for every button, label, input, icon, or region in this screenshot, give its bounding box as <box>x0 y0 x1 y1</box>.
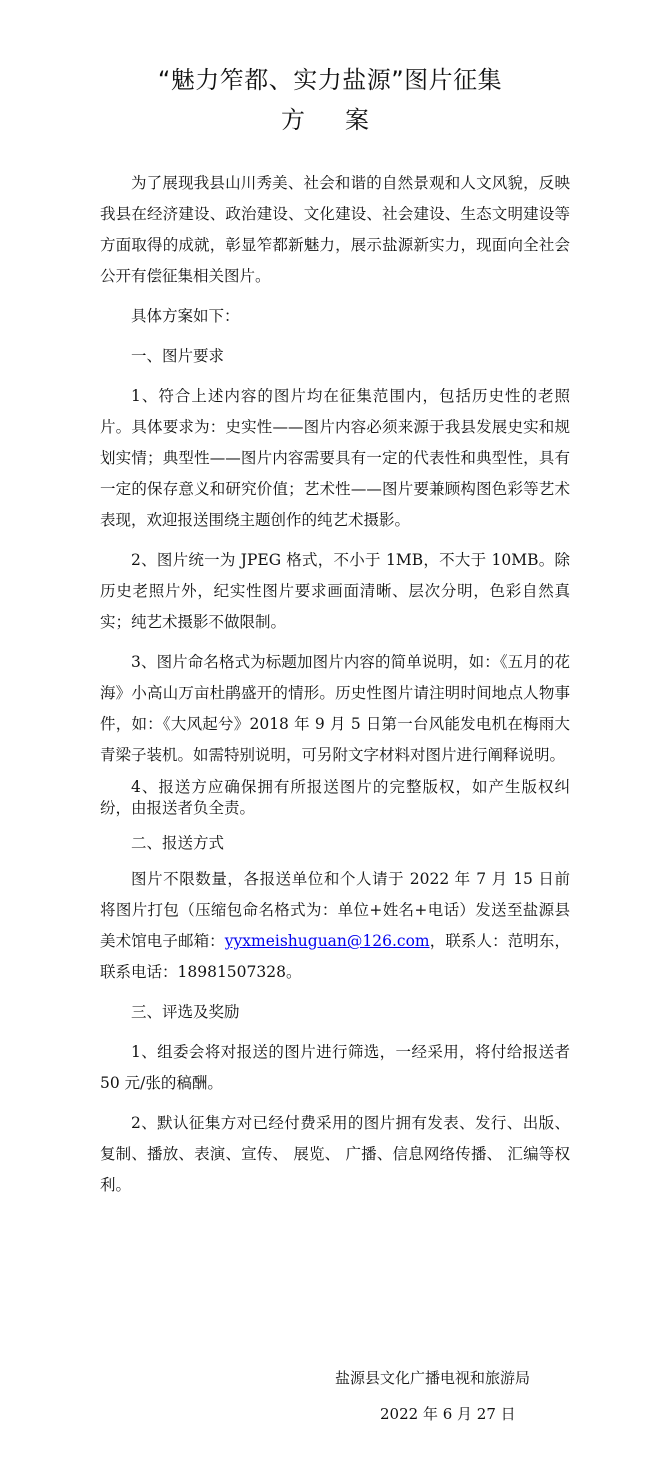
section2-paragraph <box>100 864 570 988</box>
intro-paragraph: 为了展现我县山川秀美、社会和谐的自然景观和人文风貌，反映我县在经济建设、政治建设、文化建设、社会建设、生态文明建设等方面取得的成就，彰显笮都新魅力，展示盐源新实力，现面向全社会公开有偿征集相关图片。 <box>100 174 570 285</box>
document-body <box>100 168 570 1201</box>
document-subtitle: 方案 <box>281 106 409 134</box>
section1-item-2: 2、图片统一为 JPEG 格式，不小于 1MB，不大于 10MB。除历史老照片外，纪实性图片要求画面清晰、层次分明，色彩自然真实；纯艺术摄影不做限制。 <box>100 551 570 631</box>
section1-heading: 一、图片要求 <box>131 347 225 365</box>
section3-item-2: 2、默认征集方对已经付费采用的图片拥有发表、发行、出版、复制、播放、表演、宣传、 展览、 广播、信息网络传播、 汇编等权利。 <box>100 1114 570 1194</box>
email-link[interactable]: yyxmeishuguan@126.com <box>224 932 430 950</box>
signature-org: 盐源县文化广播电视和旅游局 <box>335 1369 531 1387</box>
section1-item-4: 4、报送方应确保拥有所报送图片的完整版权，如产生版权纠纷，由报送者负全责。 <box>100 778 570 817</box>
section2-heading: 二、报送方式 <box>131 834 225 852</box>
section1-item-3: 3、图片命名格式为标题加图片内容的简单说明，如：《五月的花海》小高山万亩杜鹃盛开的情形。历史性图片请注明时间地点人物事件，如：《大风起兮》2018 年 9 月 5 日第一台风能发电机在梅雨大青梁子装机。如需特别说明，可另附文字材料对图片进行阐释说明。 <box>100 653 570 764</box>
document-title: “魅力笮都、实力盐源”图片征集 <box>157 66 503 94</box>
section1-item-1: 1、符合上述内容的图片均在征集范围内，包括历史性的老照片。具体要求为：史实性——图片内容必须来源于我县发展史实和规划实情；典型性——图片内容需要具有一定的代表性和典型性，具有一定的保存意义和研究价值；艺术性——图片要兼顾构图色彩等艺术表现，欢迎报送围绕主题创作的纯艺术摄影。 <box>100 387 570 529</box>
section3-item-1: 1、组委会将对报送的图片进行筛选，一经采用，将付给报送者 50 元/张的稿酬。 <box>100 1043 570 1092</box>
section3-heading: 三、评选及奖励 <box>131 1003 240 1021</box>
signature-date: 2022 年 6 月 27 日 <box>380 1405 516 1423</box>
section2-text-after: ，联系人：范明东，联系电话：18981507328。 <box>100 932 570 981</box>
section2-text-before: 图片不限数量，各报送单位和个人请于 2022 年 7 月 15 日前将图片打包（压缩包命名格式为：单位+姓名+电话）发送至盐源县美术馆电子邮箱： <box>100 870 570 950</box>
plan-intro: 具体方案如下： <box>131 307 240 325</box>
